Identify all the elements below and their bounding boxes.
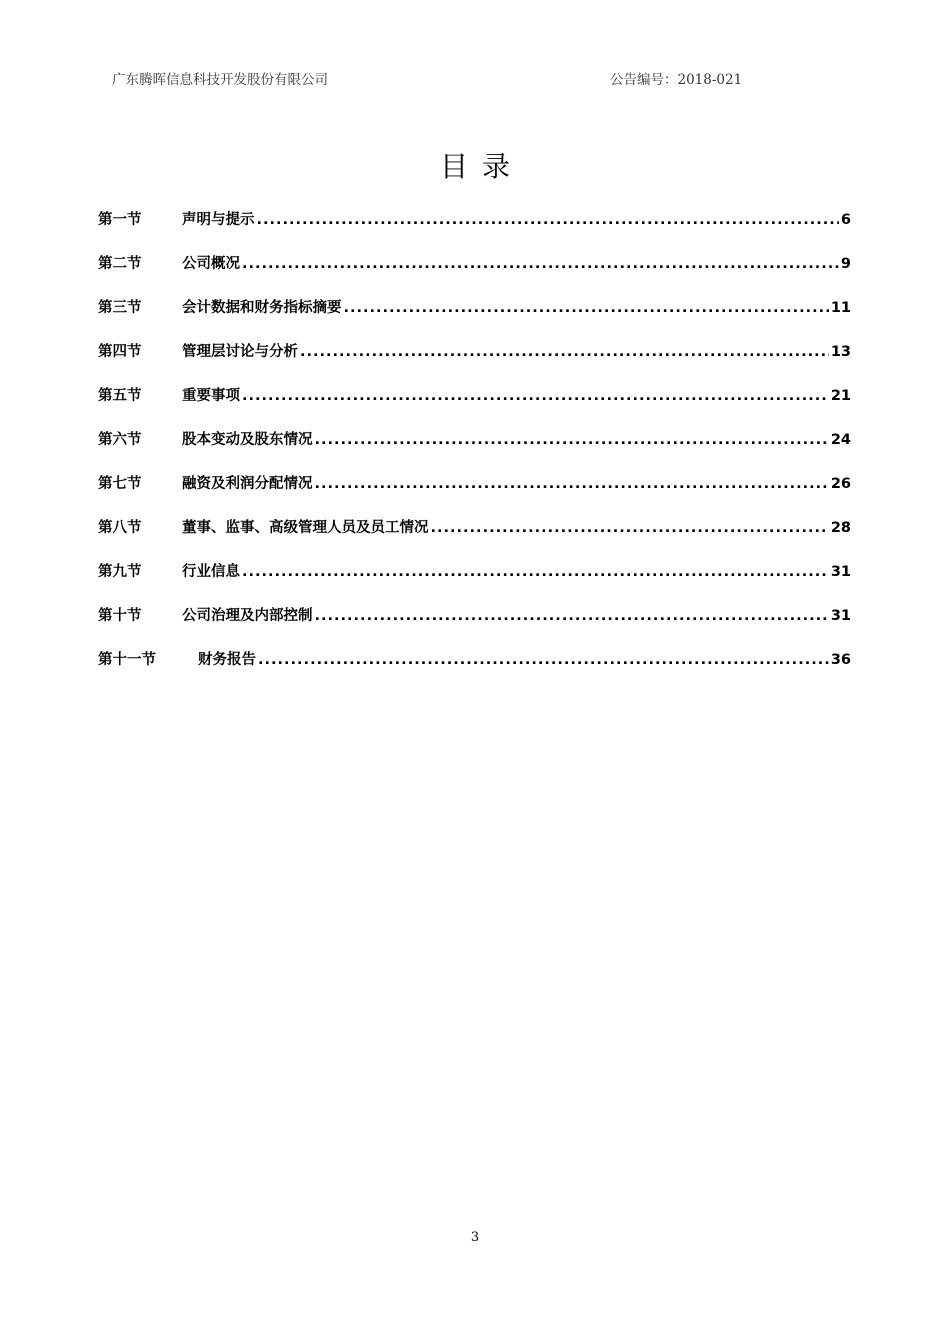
toc-dot-leader: [344, 300, 829, 316]
toc-section-number: 第三节: [98, 300, 142, 316]
toc-page-number: 21: [830, 388, 851, 404]
toc-section-title: 会计数据和财务指标摘要: [182, 300, 342, 316]
toc-section-title: 董事、监事、高级管理人员及员工情况: [182, 520, 429, 536]
toc-dot-leader: [315, 608, 829, 624]
toc-page-number: 31: [830, 564, 851, 580]
toc-page-number: 11: [830, 300, 851, 316]
toc-entry[interactable]: [98, 516, 851, 560]
toc-dot-leader: [300, 344, 829, 360]
toc-dot-leader: [242, 388, 829, 404]
toc-entry[interactable]: [98, 340, 851, 384]
header-announcement-number: 公告编号：2018-021: [610, 72, 743, 88]
toc-section-title: 股本变动及股东情况: [182, 432, 313, 448]
toc-section-title: 管理层讨论与分析: [182, 344, 298, 360]
toc-page-number: 24: [830, 432, 851, 448]
toc-entry[interactable]: [98, 296, 851, 340]
toc-page-number: 28: [830, 520, 851, 536]
toc-entry[interactable]: [98, 604, 851, 648]
toc-dot-leader: [431, 520, 829, 536]
toc-dot-leader: [258, 652, 829, 668]
toc-entry[interactable]: [98, 252, 851, 296]
toc-section-title: 融资及利润分配情况: [182, 476, 313, 492]
toc-page-number: 31: [830, 608, 851, 624]
toc-entry[interactable]: [98, 472, 851, 516]
toc-page-number: 26: [830, 476, 851, 492]
toc-section-title: 重要事项: [182, 388, 240, 404]
toc-title: 目录: [439, 150, 524, 183]
toc-section-number: 第六节: [98, 432, 142, 448]
toc-section-title: 财务报告: [198, 652, 256, 668]
toc-dot-leader: [242, 256, 839, 272]
toc-entry[interactable]: [98, 428, 851, 472]
toc-entry[interactable]: [98, 384, 851, 428]
toc-section-title: 行业信息: [182, 564, 240, 580]
toc-dot-leader: [242, 564, 829, 580]
toc-dot-leader: [315, 432, 829, 448]
toc-section-title: 公司治理及内部控制: [182, 608, 313, 624]
toc-page-number: 13: [830, 344, 851, 360]
toc-section-number: 第二节: [98, 256, 142, 272]
header-company-name: 广东腾晖信息科技开发股份有限公司: [112, 72, 328, 88]
toc-section-number: 第十节: [98, 608, 142, 624]
toc-section-number: 第七节: [98, 476, 142, 492]
toc-section-title: 公司概况: [182, 256, 240, 272]
toc-page-number: 9: [840, 256, 851, 272]
toc-dot-leader: [315, 476, 829, 492]
toc-section-number: 第五节: [98, 388, 142, 404]
toc-entry[interactable]: [98, 560, 851, 604]
toc-entry[interactable]: [98, 648, 851, 692]
table-of-contents: [98, 208, 851, 692]
page-number: 3: [470, 1230, 480, 1245]
toc-section-number: 第十一节: [98, 652, 156, 668]
toc-page-number: 36: [830, 652, 851, 668]
toc-dot-leader: [257, 212, 839, 228]
toc-section-title: 声明与提示: [182, 212, 255, 228]
toc-page-number: 6: [840, 212, 851, 228]
toc-section-number: 第八节: [98, 520, 142, 536]
toc-entry[interactable]: [98, 208, 851, 252]
toc-section-number: 第九节: [98, 564, 142, 580]
toc-section-number: 第一节: [98, 212, 142, 228]
toc-section-number: 第四节: [98, 344, 142, 360]
